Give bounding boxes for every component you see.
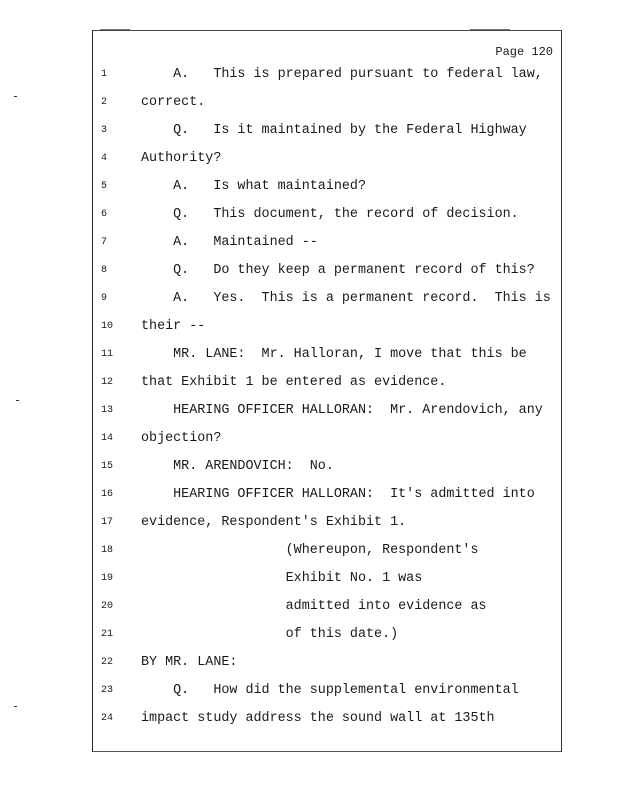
line-text: Exhibit No. 1 was xyxy=(141,571,423,586)
line-text: Authority? xyxy=(141,151,222,166)
transcript-line xyxy=(93,373,561,393)
scan-artifact xyxy=(100,29,130,30)
line-text: of this date.) xyxy=(141,627,399,642)
line-number: 14 xyxy=(101,433,114,444)
transcript-line xyxy=(93,65,561,85)
line-number: 3 xyxy=(101,125,108,136)
transcript-line xyxy=(93,149,561,169)
line-text: objection? xyxy=(141,431,222,446)
line-number: 24 xyxy=(101,713,114,724)
transcript-page xyxy=(92,30,562,752)
line-number: 2 xyxy=(101,97,108,108)
scan-artifact xyxy=(470,29,510,30)
line-text: A. Maintained -- xyxy=(141,235,318,250)
line-number: 22 xyxy=(101,657,114,668)
transcript-line xyxy=(93,485,561,505)
line-number: 9 xyxy=(101,293,108,304)
line-text: A. This is prepared pursuant to federal law, xyxy=(141,67,543,82)
transcript-line xyxy=(93,709,561,729)
margin-speck xyxy=(16,400,19,401)
transcript-line xyxy=(93,569,561,589)
transcript-line xyxy=(93,121,561,141)
line-number: 8 xyxy=(101,265,108,276)
line-number: 12 xyxy=(101,377,114,388)
line-number: 4 xyxy=(101,153,108,164)
transcript-line xyxy=(93,233,561,253)
line-number: 19 xyxy=(101,573,114,584)
margin-speck xyxy=(14,706,17,707)
transcript-line xyxy=(93,541,561,561)
line-text: Q. This document, the record of decision. xyxy=(141,207,519,222)
line-text: (Whereupon, Respondent's xyxy=(141,543,479,558)
page-number: Page 120 xyxy=(495,45,553,59)
transcript-line xyxy=(93,681,561,701)
line-text: HEARING OFFICER HALLORAN: It's admitted into xyxy=(141,487,535,502)
transcript-line xyxy=(93,625,561,645)
transcript-line xyxy=(93,177,561,197)
transcript-line xyxy=(93,597,561,617)
transcript-line xyxy=(93,317,561,337)
margin-speck xyxy=(14,96,17,97)
transcript-line xyxy=(93,429,561,449)
line-text: MR. LANE: Mr. Halloran, I move that this be xyxy=(141,347,527,362)
line-number: 23 xyxy=(101,685,114,696)
line-number: 10 xyxy=(101,321,114,332)
line-text: Q. Do they keep a permanent record of this? xyxy=(141,263,535,278)
line-number: 20 xyxy=(101,601,114,612)
line-text: Q. How did the supplemental environmental xyxy=(141,683,519,698)
line-number: 15 xyxy=(101,461,114,472)
line-number: 16 xyxy=(101,489,114,500)
transcript-line xyxy=(93,261,561,281)
line-number: 5 xyxy=(101,181,108,192)
line-number: 6 xyxy=(101,209,108,220)
transcript-line xyxy=(93,457,561,477)
transcript-line xyxy=(93,401,561,421)
transcript-line xyxy=(93,289,561,309)
line-number: 21 xyxy=(101,629,114,640)
line-text: correct. xyxy=(141,95,206,110)
line-number: 18 xyxy=(101,545,114,556)
transcript-line xyxy=(93,345,561,365)
transcript-line xyxy=(93,513,561,533)
transcript-line xyxy=(93,653,561,673)
line-text: that Exhibit 1 be entered as evidence. xyxy=(141,375,447,390)
line-number: 17 xyxy=(101,517,114,528)
transcript-line xyxy=(93,93,561,113)
line-text: HEARING OFFICER HALLORAN: Mr. Arendovich, any xyxy=(141,403,543,418)
line-text: admitted into evidence as xyxy=(141,599,487,614)
line-text: BY MR. LANE: xyxy=(141,655,238,670)
line-text: MR. ARENDOVICH: No. xyxy=(141,459,334,474)
transcript-lines xyxy=(93,31,561,751)
line-text: Q. Is it maintained by the Federal Highway xyxy=(141,123,527,138)
line-text: their -- xyxy=(141,319,206,334)
line-text: evidence, Respondent's Exhibit 1. xyxy=(141,515,407,530)
line-number: 7 xyxy=(101,237,108,248)
line-number: 13 xyxy=(101,405,114,416)
transcript-line xyxy=(93,205,561,225)
line-text: A. Yes. This is a permanent record. This is xyxy=(141,291,551,306)
line-text: impact study address the sound wall at 135th xyxy=(141,711,495,726)
line-text: A. Is what maintained? xyxy=(141,179,366,194)
line-number: 1 xyxy=(101,69,108,80)
line-number: 11 xyxy=(101,349,114,360)
